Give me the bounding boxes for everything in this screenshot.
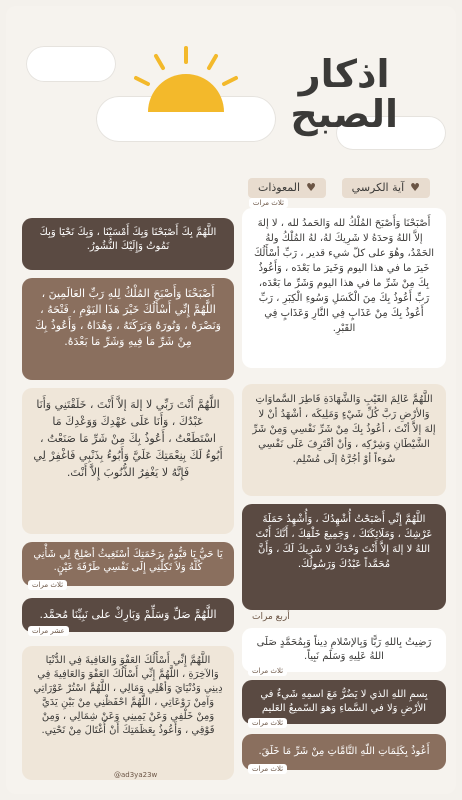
dhikr-card: بِسمِ اللهِ الذي لا يَضُرُّ مَعَ اسمِهِ شَيءٌ في الأرْضِ وَلا في السَّماءِ وَهوَ السّميعُ العَليم [242, 680, 446, 724]
tab-muawwidhat[interactable]: ♥المعوذات [248, 178, 326, 198]
dhikr-card: أَعُوذُ بِكَلِمَاتِ اللّهِ التَّامَّاتِ مِنْ شَرِّ مَا خَلَقَ. [242, 734, 446, 770]
repeat-tag: ثلاث مرات [248, 666, 287, 676]
header [6, 6, 456, 166]
dhikr-card: اللَّهُمَّ عَالِمَ الغَيْبِ وَالشَّهَادَةِ فَاطِرَ السَّماوَاتِ وَالأرْضِ رَبَّ كُلِّ شَيْءٍ وَمَلِيكَه ، أشْهَدُ أنْ لا إلهَ إلاَّ أنْتَ ، أعُوذُ بِكَ مِنْ شَرِّ نَفْسِي وَمِنْ شَرِّ الشَّيْطَانِ وَشِرْكِه ، وَأنْ أقْتَرِفَ عَلَى نَفْسِي سُوءاً أوْ أجُرَّهُ إلَى مُسْلِم. [242, 384, 446, 496]
dhikr-card: يَا حَيُّ يَا قيُّومُ بِرَحْمَتِكَ أسْتَغِيثُ أصْلِحْ لِي شَأْنِي كُلَّهُ وَلاَ تَكِلْنِي إِلَى نَفْسِي طَرْفَةَ عَيْنٍ. [22, 542, 234, 586]
dhikr-card: أَصْبَحْنَا وَأَصْبَحَ المُلْكُ لله وَالحَمدُ لله ، لا إلهَ إلاَّ اللهُ وَحدَهُ لا شَرِيكَ لهُ، لهُ المُلْكُ ولهُ الحَمْدُ، وهُوَ على كلّ شيء قدير ، رَبِّ أسْأَلُكَ خَيرَ ما في هذا اليوم وَخَيرَ ما بَعْدَه ، وَأَعُوذُ بِكَ مِنْ شَرِّ ما في هذا اليوم وَشَرِّ ما بَعْدَه، رَبِّ أَعُوذُ بِكَ مِنَ الْكَسَلِ وَسُوءِ الْكِبَرِ ، رَبِّ أَعُوذُ بِكَ مِنْ عَذَابٍ فِي النَّارِ وَعَذَابٍ فِي القَبْرِ. [242, 208, 446, 368]
dhikr-card: اللَّهُمَّ بِكَ أَصْبَحْنَا وَبِكَ أَمْسَيْنَا ، وَبِكَ نَحْيَا وَبِكَ نَمُوتُ وَإِلَيْكَ النُّشُورُ. [22, 218, 234, 270]
heart-icon: ♥ [306, 181, 316, 194]
page-frame [6, 6, 456, 794]
dhikr-card: اللَّهُمَّ إِنِّي أَصْبَحْتُ أُشْهِدُكَ ، وَأُشْهِدُ حَمَلَةَ عَرْشِكَ ، وَمَلَائِكَتَكَ ، وَجَمِيعَ خَلْقِكَ ، أَنَّكَ أَنْتَ اللهُ لا إلهَ إلاَّ أَنْتَ وَحْدَكَ لا شَرِيكَ لَكَ ، وَأَنَّ مُحَمَّداً عَبْدُكَ وَرَسُولُكَ. [242, 504, 446, 610]
dhikr-card: اللَّهُمَّ إِنِّي أَسْأَلُكَ العَفْوَ وَالعَافِيةَ فِي الدُّنْيَا وَالآخِرَةِ ، اللَّهُمَّ إِنِّي أَسْأَلُكَ العَفْوَ وَالعَافِيةَ فِي دِينِي وَدُنْيَايَ وَأهْلِي وَمَالِي ، اللَّهُمَّ اسْتُرْ عَوْرَاتِي وَآمِنْ رَوْعَاتِي ، اللَّهُمَّ احْفَظْنِي مِنْ بَيْنِ يَدَيَّ وَمِنْ خَلْفِي وَعَنْ يَمِينِي وَعَنْ شِمَالِي ، وَمِنْ فَوْقِي ، وَأَعُوذُ بِعَظَمَتِكَ أَنْ أُغْتَالَ مِنْ تَحْتِي. [22, 646, 234, 780]
dhikr-card: اللَّهُمَّ أَنْتَ رَبِّي لا إلهَ إلاَّ أَنْتَ ، خَلَقْتَنِي وَأَنَا عَبْدُكَ ، وَأَنَا عَلَى عَهْدِكَ وَوَعْدِكَ مَا اسْتَطَعْتُ ، أَعُوذُ بِكَ مِنْ شَرِّ مَا صَنَعْتُ ، أَبُوءُ لَكَ بِنِعْمَتِكَ عَلَيَّ وَأَبُوءُ بِذَنْبِي فَاغْفِرْ لِي فَإِنَّهُ لا يَغْفِرُ الذُّنُوبَ إِلاَّ أَنْتَ. [22, 388, 234, 534]
dhikr-card: رَضِيتُ بِاللهِ رَبًّا وَبِالإسْلامِ دِيناً وَبِمُحَمَّدٍ صَلَى اللهُ عَلِيهِ وَسَلَم نَبِياً. [242, 628, 446, 672]
repeat-tag: عشر مرات [28, 626, 69, 636]
repeat-count: أربع مرات [252, 612, 290, 622]
sun-icon [126, 42, 246, 132]
cloud-decoration [26, 46, 116, 82]
tab-ayat-kursi[interactable]: ♥آية الكرسي [342, 178, 430, 198]
repeat-tag: ثلاث مرات [28, 580, 67, 590]
repeat-tag: ثلاث مرات [248, 718, 287, 728]
page-title: اذكار الصبح [290, 52, 398, 136]
repeat-tag: ثلاث مرات [249, 198, 288, 208]
heart-icon: ♥ [410, 181, 420, 194]
dhikr-card: أَصْبَحْنَا وَأَصْبَحَ المُلْكُ لِلهِ رَبِّ العَالَمِينَ ، اللَّهُمَّ إِنِّي أَسْأَلُكَ خَيْرَ هَذَا اليَوْمِ ، فَتْحَهُ ، وَنَصْرَهُ ، وَنُورَهُ وَبَرَكَتَهُ ، وَهُدَاهُ ، وَأَعُوذُ بِكَ مِنْ شَرِّ مَا فِيهِ وَشَرِّ مَا بَعْدَهُ. [22, 278, 234, 380]
dhikr-card: اللَّهُمَّ صَلِّ وَسَلِّمْ وَبَارِكْ على نَبِيِّنَا مُحمَّد. [22, 598, 234, 632]
author-handle: @ad3ya23w [114, 771, 158, 779]
repeat-tag: ثلاث مرات [248, 764, 287, 774]
